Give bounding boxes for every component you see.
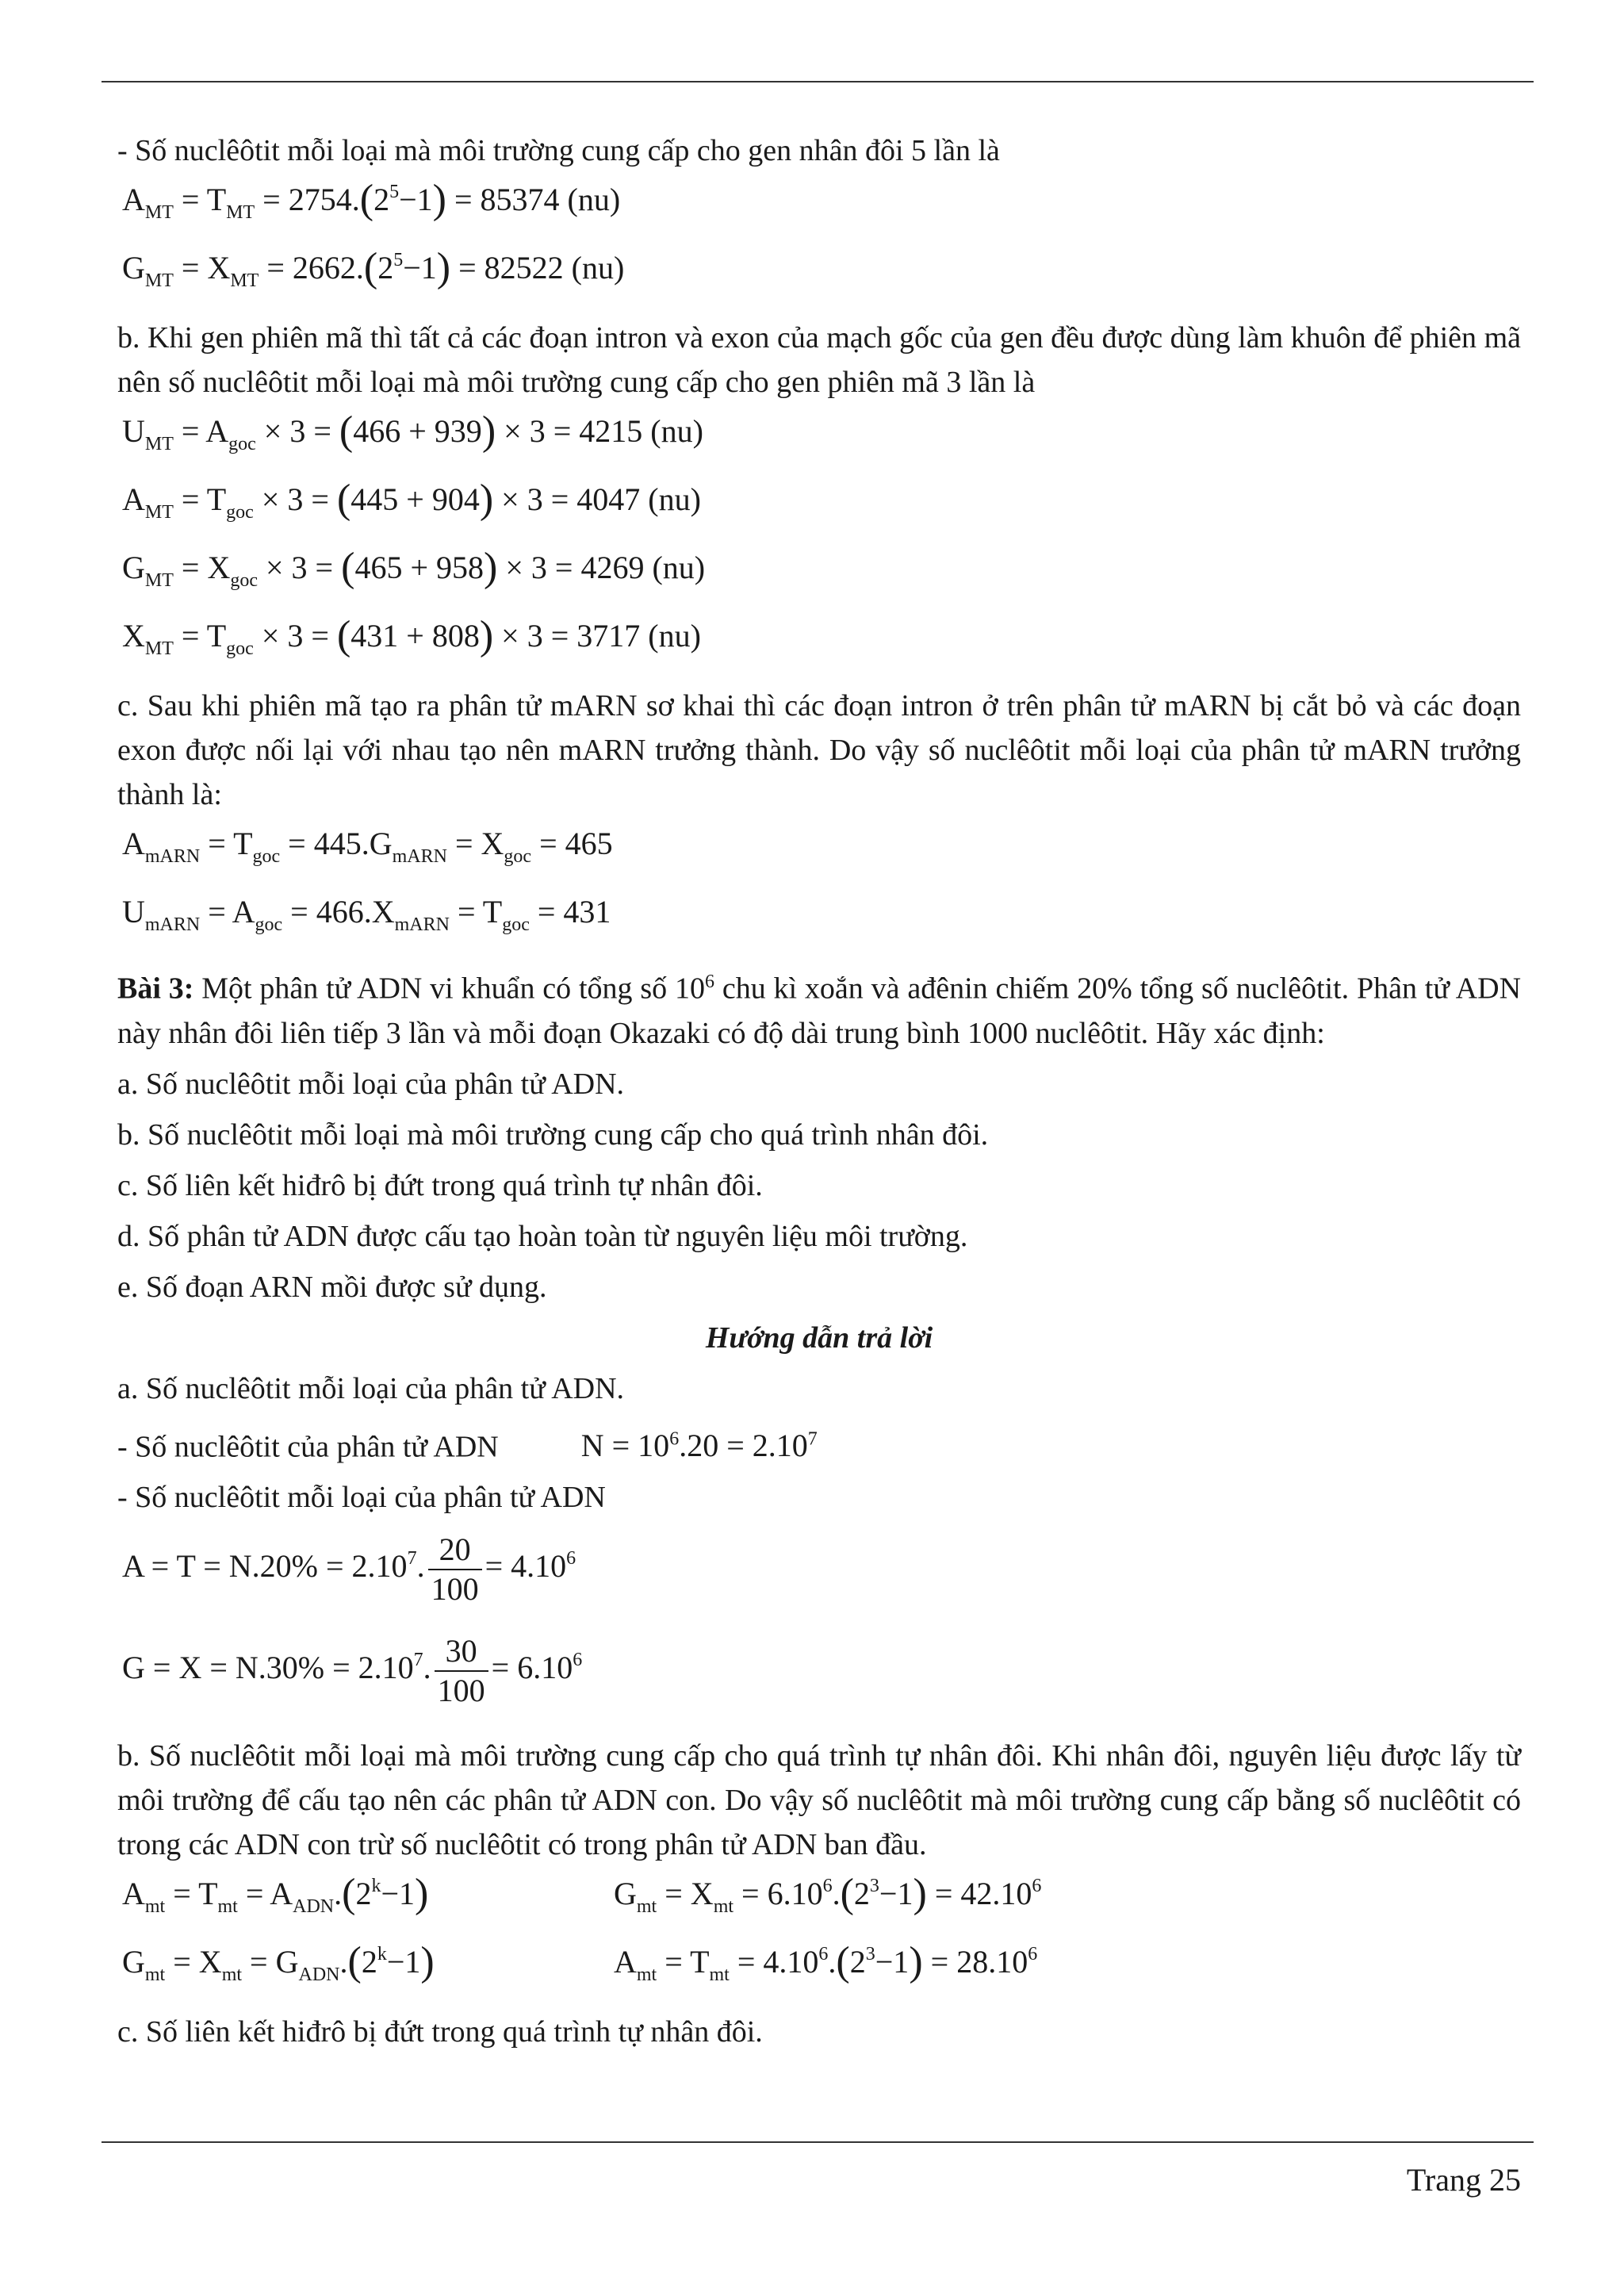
exercise-label: Bài 3: bbox=[117, 972, 194, 1006]
equation-row bbox=[122, 1870, 1521, 1917]
nucleotide-total-line: - Số nuclêôtit của phân tử ADN $N = 10^6.20 = 2.10^7$ bbox=[117, 1427, 818, 1463]
paragraph: - Số nuclêôtit mỗi loại mà môi trường cung cấp cho gen nhân đôi 5 lần là bbox=[117, 134, 1000, 167]
equation: $A_{mt} = T_{mt} = 4.10^6.(2^3-1) = 28.10^6$ bbox=[614, 1938, 1038, 1985]
page-number: Trang 25 bbox=[1406, 2162, 1521, 2198]
answer-b: b. Số nuclêôtit mỗi loại mà môi trường cung cấp cho quá trình tự nhân đôi. Khi nhân đôi, nguyên liệu được lấy từ môi trường để cấu tạo nên các phân tử ADN con. Do vậy số nuclêôtit mà môi trường cung cấp bằng số nuclêôtit có trong các ADN con trừ số nuclêôtit có trong phân tử ADN ban đầu. bbox=[117, 1738, 1521, 1861]
question-d: d. Số phân tử ADN được cấu tạo hoàn toàn từ nguyên liệu môi trường. bbox=[117, 1219, 968, 1253]
footer-rule bbox=[102, 2141, 1534, 2143]
equation: $A_{mARN} = T_{goc} = 445.G_{mARN} = X_{goc} = 465$ bbox=[122, 826, 613, 867]
question-b: b. Số nuclêôtit mỗi loại mà môi trường cung cấp cho quá trình nhân đôi. bbox=[117, 1117, 989, 1152]
fraction: $\frac{20}{100}$ bbox=[428, 1531, 482, 1608]
header-rule bbox=[102, 81, 1534, 82]
equation: $G_{mt} = X_{mt} = G_{ADN}.(2^k-1)$ bbox=[122, 1938, 435, 1985]
exercise-statement: Bài 3: Một phân tử ADN vi khuẩn có tổng số $10^6$ chu kì xoắn và ađênin chiếm 20% tổng số nuclêôtit. Phân tử ADN này nhân đôi liên tiếp 3 lần và mỗi đoạn Okazaki có độ dài trung bình 1000 nuclêôtit. Hãy xác định: bbox=[117, 972, 1522, 1050]
equation: $U_{mARN} = A_{goc} = 466.X_{mARN} = T_{goc} = 431$ bbox=[122, 894, 611, 935]
equation: $X_{MT} = T_{goc} \times 3 = (431 + 808) \times 3 = 3717$ (nu) bbox=[122, 613, 701, 659]
equation: $G_{mt} = X_{mt} = 6.10^6.(2^3-1) = 42.10^6$ bbox=[614, 1870, 1042, 1917]
equation: $A_{mt} = T_{mt} = A_{ADN}.(2^k-1)$ bbox=[122, 1870, 429, 1917]
equation: $A_{MT} = T_{goc} \times 3 = (445 + 904) \times 3 = 4047$ (nu) bbox=[122, 477, 701, 523]
question-e: e. Số đoạn ARN mồi được sử dụng. bbox=[117, 1270, 547, 1304]
equation: $G_{MT} = X_{goc} \times 3 = (465 + 958) \times 3 = 4269$ (nu) bbox=[122, 545, 706, 591]
answer-c: c. Số liên kết hiđrô bị đứt trong quá trình tự nhân đôi. bbox=[117, 2014, 763, 2049]
answer-a: a. Số nuclêôtit mỗi loại của phân tử ADN. bbox=[117, 1371, 625, 1405]
paragraph: b. Khi gen phiên mã thì tất cả các đoạn intron và exon của mạch gốc của gen đều được dùng làm khuôn để phiên mã nên số nuclêôtit mỗi loại mà môi trường cung cấp cho gen phiên mã 3 lần là bbox=[117, 321, 1521, 399]
paragraph: c. Sau khi phiên mã tạo ra phân tử mARN sơ khai thì các đoạn intron ở trên phân tử mARN bị cắt bỏ và các đoạn exon được nối lại với nhau tạo nên mARN trưởng thành. Do vậy số nuclêôtit mỗi loại của phân tử mARN trưởng thành là: bbox=[117, 689, 1521, 811]
fraction: $\frac{30}{100}$ bbox=[435, 1632, 488, 1710]
equation: $G_{MT} = X_{MT} = 2662.(2^5-1) = 82522$ (nu) bbox=[122, 245, 625, 291]
equation: $G = X = N.30\% = 2.10^7$. $\frac{30}{100}$ = $6.10^6$ bbox=[122, 1632, 583, 1708]
paragraph: - Số nuclêôtit mỗi loại của phân tử ADN bbox=[117, 1480, 606, 1514]
equation: $U_{MT} = A_{goc} \times 3 = (466 + 939) \times 3 = 4215$ (nu) bbox=[122, 408, 703, 454]
equation: $A = T = N.20\% = 2.10^7$. $\frac{20}{100}$ = $4.10^6$ bbox=[122, 1531, 576, 1607]
equation: $A_{MT} = T_{MT} = 2754.(2^5-1) = 85374$ (nu) bbox=[122, 177, 621, 223]
question-c: c. Số liên kết hiđrô bị đứt trong quá trình tự nhân đôi. bbox=[117, 1168, 763, 1202]
question-a: a. Số nuclêôtit mỗi loại của phân tử ADN. bbox=[117, 1067, 625, 1101]
page-body bbox=[117, 128, 1521, 2060]
answer-heading: Hướng dẫn trả lời bbox=[705, 1320, 933, 1355]
equation-row bbox=[122, 1938, 1521, 1985]
